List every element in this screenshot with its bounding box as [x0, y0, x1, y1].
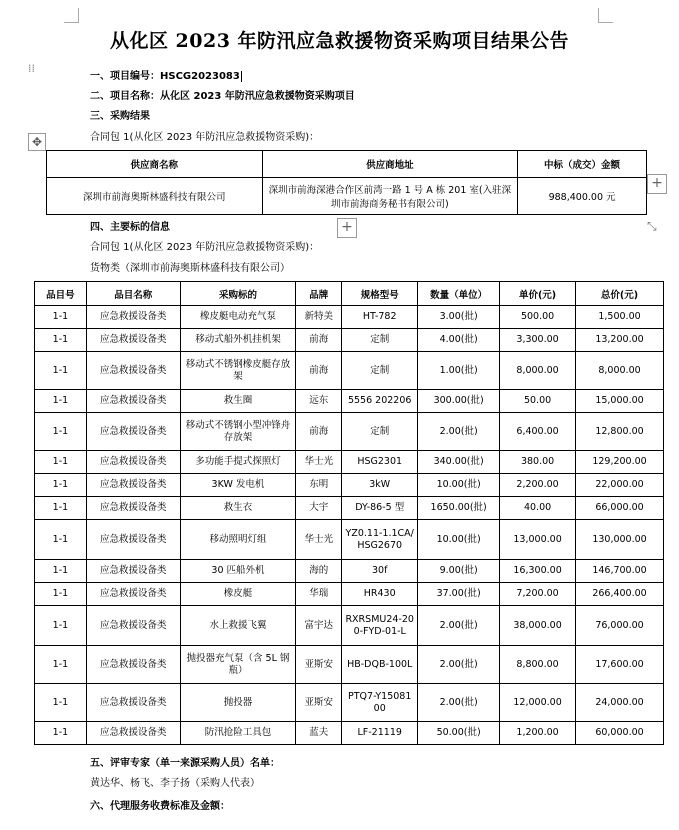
header-unit-price: 单价(元)	[500, 282, 576, 306]
experts-list: 黄达华、杨飞、李子扬（采购人代表）	[90, 778, 260, 789]
cell-item-no: 1-1	[35, 413, 87, 451]
table-resize-icon[interactable]: ⤡	[647, 219, 657, 233]
header-quantity: 数量（单位）	[418, 282, 500, 306]
result-header-supplier: 供应商名称	[47, 151, 263, 178]
cell-item-no: 1-1	[35, 306, 87, 329]
add-column-button[interactable]: +	[647, 174, 667, 194]
result-address: 深圳市前海深港合作区前湾一路 1 号 A 栋 201 室(入驻深圳市前海商务秘书有限公司)	[262, 178, 518, 215]
table-row	[35, 722, 664, 745]
cell-quantity: 2.00(批)	[418, 413, 500, 451]
project-number-value[interactable]: HSCG2023083	[160, 71, 240, 82]
cell-unit-price: 7,200.00	[500, 583, 576, 606]
header-model: 规格型号	[342, 282, 418, 306]
cell-unit-price: 8,000.00	[500, 352, 576, 390]
cell-unit-price: 500.00	[500, 306, 576, 329]
goods-label: 货物类（深圳市前海奥斯林盛科技有限公司）	[90, 263, 290, 274]
cell-subject: 移动式船外机挂机架	[180, 329, 296, 352]
cell-total-price: 66,000.00	[576, 497, 664, 520]
cell-subject: 水上救援飞翼	[180, 606, 296, 646]
cell-brand: 大宇	[296, 497, 342, 520]
result-amount: 988,400.00 元	[518, 178, 647, 215]
cell-brand: 华瑞	[296, 583, 342, 606]
result-header-address: 供应商地址	[262, 151, 518, 178]
cell-item-no: 1-1	[35, 497, 87, 520]
result-supplier: 深圳市前海奥斯林盛科技有限公司	[47, 178, 263, 215]
cell-item-name: 应急救援设备类	[86, 413, 180, 451]
cell-brand: 蓝夫	[296, 722, 342, 745]
cell-total-price: 12,800.00	[576, 413, 664, 451]
cell-unit-price: 6,400.00	[500, 413, 576, 451]
project-name-label: 二、项目名称：	[90, 91, 160, 102]
cell-brand: 新特美	[296, 306, 342, 329]
cell-unit-price: 38,000.00	[500, 606, 576, 646]
cell-quantity: 10.00(批)	[418, 520, 500, 560]
cell-item-no: 1-1	[35, 451, 87, 474]
cell-unit-price: 16,300.00	[500, 560, 576, 583]
cell-model: 定制	[342, 413, 418, 451]
table-row	[35, 352, 664, 390]
cell-unit-price: 380.00	[500, 451, 576, 474]
cell-model: 30f	[342, 560, 418, 583]
cell-subject: 抛投器	[180, 684, 296, 722]
cell-item-name: 应急救援设备类	[86, 497, 180, 520]
cell-total-price: 76,000.00	[576, 606, 664, 646]
project-number-line	[90, 67, 242, 82]
cell-item-name: 应急救援设备类	[86, 646, 180, 684]
cell-subject: 多功能手提式探照灯	[180, 451, 296, 474]
result-table-header	[47, 151, 647, 178]
section-experts: 五、评审专家（单一来源采购人员）名单：	[90, 758, 280, 769]
cell-quantity: 9.00(批)	[418, 560, 500, 583]
header-total-price: 总价(元)	[576, 282, 664, 306]
table-row	[35, 474, 664, 497]
cell-quantity: 340.00(批)	[418, 451, 500, 474]
cell-total-price: 13,200.00	[576, 329, 664, 352]
cell-quantity: 37.00(批)	[418, 583, 500, 606]
cell-quantity: 10.00(批)	[418, 474, 500, 497]
cell-model: DY-86-5 型	[342, 497, 418, 520]
cell-model: LF-21119	[342, 722, 418, 745]
cell-item-name: 应急救援设备类	[86, 684, 180, 722]
project-name-value: 从化区 2023 年防汛应急救援物资采购项目	[160, 91, 355, 102]
project-name-line	[90, 87, 355, 102]
table-row	[35, 646, 664, 684]
cell-total-price: 8,000.00	[576, 352, 664, 390]
cell-quantity: 1.00(批)	[418, 352, 500, 390]
cell-item-name: 应急救援设备类	[86, 474, 180, 497]
cell-item-no: 1-1	[35, 390, 87, 413]
section-procurement-result: 三、采购结果	[90, 111, 150, 122]
cell-brand: 亚斯安	[296, 684, 342, 722]
cell-item-name: 应急救援设备类	[86, 722, 180, 745]
cell-item-no: 1-1	[35, 722, 87, 745]
cell-item-no: 1-1	[35, 646, 87, 684]
table-row	[35, 306, 664, 329]
cell-subject: 救生衣	[180, 497, 296, 520]
cell-quantity: 50.00(批)	[418, 722, 500, 745]
cell-total-price: 1,500.00	[576, 306, 664, 329]
cell-subject: 30 匹船外机	[180, 560, 296, 583]
page-corner-mark-right	[598, 8, 613, 23]
items-table	[34, 281, 664, 745]
cell-subject: 移动式不锈钢橡皮艇存放架	[180, 352, 296, 390]
cell-model: HB-DQB-100L	[342, 646, 418, 684]
cell-model: 定制	[342, 329, 418, 352]
cell-model: 3kW	[342, 474, 418, 497]
table-row	[35, 583, 664, 606]
cell-model: 5556 202206	[342, 390, 418, 413]
table-row	[35, 606, 664, 646]
table-row	[35, 560, 664, 583]
table-row	[35, 520, 664, 560]
cell-total-price: 22,000.00	[576, 474, 664, 497]
cell-unit-price: 3,300.00	[500, 329, 576, 352]
cell-subject: 橡皮艇电动充气泵	[180, 306, 296, 329]
cell-subject: 移动式不锈钢小型冲锋舟存放架	[180, 413, 296, 451]
table-row	[35, 497, 664, 520]
cell-brand: 前海	[296, 352, 342, 390]
cell-total-price: 146,700.00	[576, 560, 664, 583]
add-row-button[interactable]: +	[337, 218, 357, 238]
cell-brand: 亚斯安	[296, 646, 342, 684]
cell-total-price: 15,000.00	[576, 390, 664, 413]
text-cursor	[241, 71, 242, 82]
cell-brand: 华士光	[296, 520, 342, 560]
table-move-icon[interactable]: ✥	[28, 133, 46, 151]
cell-item-name: 应急救援设备类	[86, 560, 180, 583]
cell-brand: 前海	[296, 329, 342, 352]
cell-unit-price: 12,000.00	[500, 684, 576, 722]
table-row	[35, 413, 664, 451]
cell-subject: 救生圈	[180, 390, 296, 413]
table-row	[35, 684, 664, 722]
cell-subject: 3KW 发电机	[180, 474, 296, 497]
cell-unit-price: 13,000.00	[500, 520, 576, 560]
header-item-name: 品目名称	[86, 282, 180, 306]
cell-total-price: 60,000.00	[576, 722, 664, 745]
cell-item-no: 1-1	[35, 560, 87, 583]
cell-unit-price: 8,800.00	[500, 646, 576, 684]
drag-handle-icon[interactable]: ⁞⁞	[28, 62, 35, 75]
page-corner-mark-left	[64, 8, 79, 23]
cell-quantity: 3.00(批)	[418, 306, 500, 329]
table-row	[35, 329, 664, 352]
cell-subject: 橡皮艇	[180, 583, 296, 606]
cell-total-price: 17,600.00	[576, 646, 664, 684]
cell-item-no: 1-1	[35, 606, 87, 646]
cell-quantity: 2.00(批)	[418, 606, 500, 646]
cell-brand: 富宇达	[296, 606, 342, 646]
cell-unit-price: 1,200.00	[500, 722, 576, 745]
cell-item-name: 应急救援设备类	[86, 520, 180, 560]
cell-subject: 防汛抢险工具包	[180, 722, 296, 745]
section-agency-fee: 六、代理服务收费标准及金额：	[90, 801, 230, 812]
header-brand: 品牌	[296, 282, 342, 306]
header-subject: 采购标的	[180, 282, 296, 306]
cell-quantity: 2.00(批)	[418, 684, 500, 722]
cell-brand: 远东	[296, 390, 342, 413]
cell-unit-price: 50.00	[500, 390, 576, 413]
cell-brand: 前海	[296, 413, 342, 451]
cell-subject: 移动照明灯组	[180, 520, 296, 560]
cell-model: HR430	[342, 583, 418, 606]
cell-total-price: 129,200.00	[576, 451, 664, 474]
cell-quantity: 1650.00(批)	[418, 497, 500, 520]
table-row	[35, 390, 664, 413]
contract-package-label-2: 合同包 1(从化区 2023 年防汛应急救援物资采购)：	[90, 242, 320, 253]
cell-subject: 抛投器充气泵（含 5L 钢瓶）	[180, 646, 296, 684]
cell-total-price: 266,400.00	[576, 583, 664, 606]
document-title: 从化区 2023 年防汛应急救援物资采购项目结果公告	[109, 30, 570, 52]
cell-unit-price: 40.00	[500, 497, 576, 520]
cell-model: 定制	[342, 352, 418, 390]
cell-item-no: 1-1	[35, 352, 87, 390]
contract-package-label: 合同包 1(从化区 2023 年防汛应急救援物资采购)：	[90, 132, 320, 143]
cell-total-price: 130,000.00	[576, 520, 664, 560]
cell-brand: 华士光	[296, 451, 342, 474]
cell-item-no: 1-1	[35, 684, 87, 722]
cell-item-name: 应急救援设备类	[86, 352, 180, 390]
cell-quantity: 300.00(批)	[418, 390, 500, 413]
cell-model: HSG2301	[342, 451, 418, 474]
cell-total-price: 24,000.00	[576, 684, 664, 722]
cell-quantity: 2.00(批)	[418, 646, 500, 684]
cell-item-name: 应急救援设备类	[86, 306, 180, 329]
cell-item-name: 应急救援设备类	[86, 390, 180, 413]
result-table	[46, 150, 647, 215]
table-row	[35, 451, 664, 474]
cell-brand: 东明	[296, 474, 342, 497]
cell-quantity: 4.00(批)	[418, 329, 500, 352]
cell-item-no: 1-1	[35, 520, 87, 560]
cell-item-no: 1-1	[35, 583, 87, 606]
project-number-label: 一、项目编号：	[90, 71, 160, 82]
items-table-header	[35, 282, 664, 306]
cell-item-name: 应急救援设备类	[86, 583, 180, 606]
cell-item-no: 1-1	[35, 474, 87, 497]
cell-model: PTQ7-Y15081 00	[342, 684, 418, 722]
cell-item-name: 应急救援设备类	[86, 329, 180, 352]
cell-brand: 海的	[296, 560, 342, 583]
cell-item-name: 应急救援设备类	[86, 451, 180, 474]
header-item-no: 品目号	[35, 282, 87, 306]
section-main-items: 四、主要标的信息	[90, 222, 170, 233]
cell-item-name: 应急救援设备类	[86, 606, 180, 646]
cell-model: YZ0.11-1.1CA/HSG2670	[342, 520, 418, 560]
result-header-amount: 中标（成交）金额	[518, 151, 647, 178]
result-table-row	[47, 178, 647, 215]
cell-model: HT-782	[342, 306, 418, 329]
cell-unit-price: 2,200.00	[500, 474, 576, 497]
cell-item-no: 1-1	[35, 329, 87, 352]
cell-model: RXRSMU24-200-FYD-01-L	[342, 606, 418, 646]
